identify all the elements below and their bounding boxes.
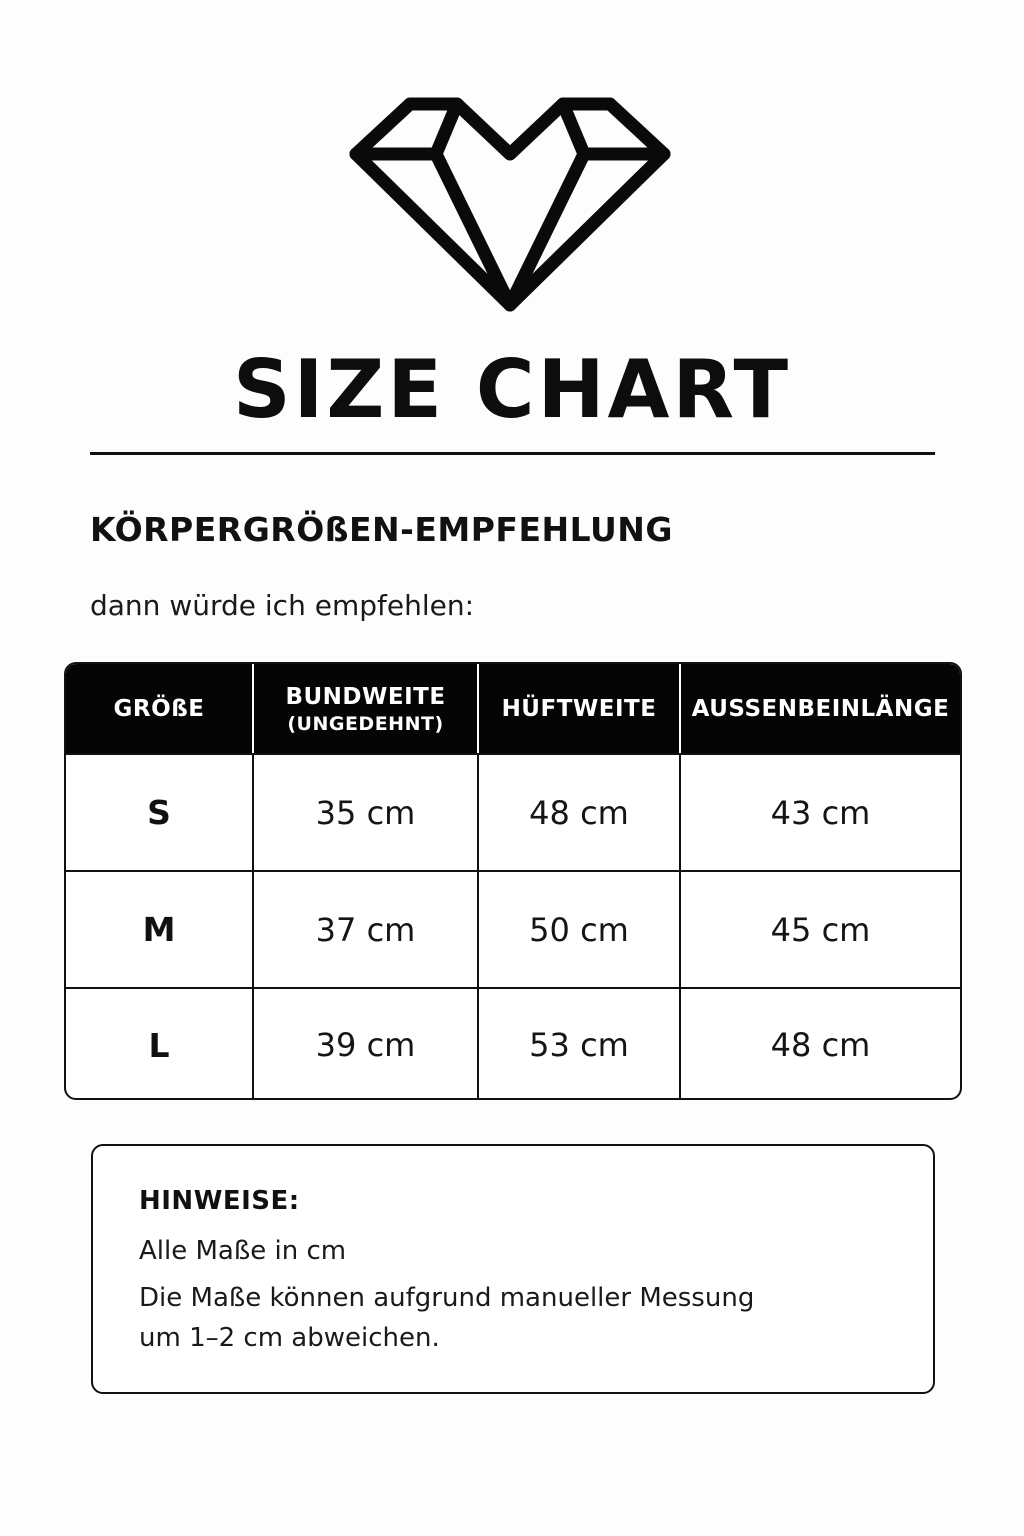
header-label: GRÖßE — [113, 695, 205, 722]
size-cell — [66, 989, 252, 1100]
section-heading: KÖRPERGRÖßEN-EMPFEHLUNG — [90, 510, 673, 549]
size-label: S — [147, 793, 171, 832]
table-row — [66, 987, 960, 1100]
outseam-cell — [679, 872, 960, 987]
title-divider — [90, 452, 935, 455]
notes-line: Die Maße können aufgrund manueller Messung — [139, 1283, 755, 1313]
intro-text: dann würde ich empfehlen: — [90, 589, 475, 622]
header-cell-hip — [477, 664, 679, 753]
notes-line: Alle Maße in cm — [139, 1236, 347, 1266]
outseam-value: 43 cm — [770, 793, 871, 832]
waist-value: 37 cm — [315, 910, 416, 949]
waist-cell — [252, 755, 477, 870]
header-cell-waist — [252, 664, 477, 753]
hip-value: 48 cm — [529, 793, 629, 832]
size-cell — [66, 872, 252, 987]
outseam-cell — [679, 755, 960, 870]
header-label: HÜFTWEITE — [501, 695, 657, 722]
hip-value: 53 cm — [529, 1026, 629, 1064]
table-row — [66, 870, 960, 987]
hip-cell — [477, 755, 679, 870]
notes-line: um 1–2 cm abweichen. — [139, 1323, 440, 1353]
diamond-heart-icon — [346, 92, 676, 320]
header-cell-outseam — [679, 664, 960, 753]
table-header-row — [66, 664, 960, 753]
size-label: L — [148, 1025, 170, 1065]
header-label: BUNDWEITE — [285, 683, 446, 710]
page-title: SIZE CHART — [232, 343, 792, 436]
hip-cell — [477, 989, 679, 1100]
outseam-value: 48 cm — [770, 1026, 871, 1064]
waist-cell — [252, 872, 477, 987]
notes-box — [91, 1144, 935, 1394]
size-table — [64, 662, 962, 1100]
outseam-value: 45 cm — [770, 910, 871, 949]
waist-value: 35 cm — [315, 793, 416, 832]
waist-value: 39 cm — [315, 1026, 416, 1064]
size-cell — [66, 755, 252, 870]
header-cell-size — [66, 664, 252, 753]
notes-title: HINWEISE: — [139, 1186, 300, 1216]
hip-cell — [477, 872, 679, 987]
header-sublabel: (UNGEDEHNT) — [287, 712, 444, 735]
table-row — [66, 753, 960, 870]
header-label: AUSSENBEINLÄNGE — [691, 695, 950, 722]
size-label: M — [142, 910, 176, 949]
hip-value: 50 cm — [529, 910, 629, 949]
outseam-cell — [679, 989, 960, 1100]
waist-cell — [252, 989, 477, 1100]
